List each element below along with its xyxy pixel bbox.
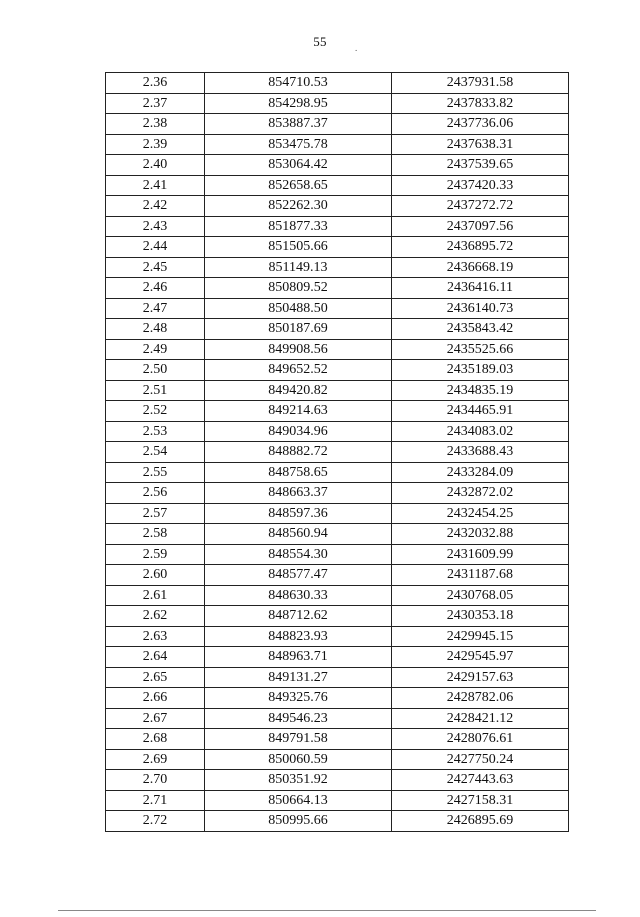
x-coordinate-cell: 850187.69 — [205, 319, 392, 340]
point-id-cell: 2.67 — [106, 708, 205, 729]
table-row — [106, 565, 569, 586]
y-coordinate-cell: 2431609.99 — [392, 544, 569, 565]
y-coordinate-cell: 2435843.42 — [392, 319, 569, 340]
y-coordinate-cell: 2427158.31 — [392, 790, 569, 811]
table-row — [106, 237, 569, 258]
x-coordinate-cell: 850351.92 — [205, 770, 392, 791]
table-row — [106, 134, 569, 155]
point-id-cell: 2.62 — [106, 606, 205, 627]
y-coordinate-cell: 2435189.03 — [392, 360, 569, 381]
point-id-cell: 2.61 — [106, 585, 205, 606]
table-row — [106, 278, 569, 299]
y-coordinate-cell: 2426895.69 — [392, 811, 569, 832]
table-row — [106, 319, 569, 340]
table-row — [106, 667, 569, 688]
x-coordinate-cell: 850995.66 — [205, 811, 392, 832]
table-row — [106, 298, 569, 319]
y-coordinate-cell: 2433284.09 — [392, 462, 569, 483]
table-row — [106, 257, 569, 278]
x-coordinate-cell: 850488.50 — [205, 298, 392, 319]
y-coordinate-cell: 2429545.97 — [392, 647, 569, 668]
point-id-cell: 2.64 — [106, 647, 205, 668]
x-coordinate-cell: 848597.36 — [205, 503, 392, 524]
table-row — [106, 606, 569, 627]
point-id-cell: 2.51 — [106, 380, 205, 401]
table-row — [106, 155, 569, 176]
x-coordinate-cell: 854298.95 — [205, 93, 392, 114]
y-coordinate-cell: 2430353.18 — [392, 606, 569, 627]
y-coordinate-cell: 2432872.02 — [392, 483, 569, 504]
x-coordinate-cell: 851877.33 — [205, 216, 392, 237]
point-id-cell: 2.39 — [106, 134, 205, 155]
table-row — [106, 175, 569, 196]
x-coordinate-cell: 848882.72 — [205, 442, 392, 463]
table-row — [106, 380, 569, 401]
x-coordinate-cell: 849034.96 — [205, 421, 392, 442]
point-id-cell: 2.49 — [106, 339, 205, 360]
point-id-cell: 2.56 — [106, 483, 205, 504]
table-row — [106, 462, 569, 483]
x-coordinate-cell: 849908.56 — [205, 339, 392, 360]
y-coordinate-cell: 2436416.11 — [392, 278, 569, 299]
x-coordinate-cell: 849131.27 — [205, 667, 392, 688]
point-id-cell: 2.42 — [106, 196, 205, 217]
x-coordinate-cell: 852658.65 — [205, 175, 392, 196]
table-row — [106, 770, 569, 791]
y-coordinate-cell: 2434083.02 — [392, 421, 569, 442]
x-coordinate-cell: 853064.42 — [205, 155, 392, 176]
table-row — [106, 216, 569, 237]
point-id-cell: 2.57 — [106, 503, 205, 524]
y-coordinate-cell: 2434465.91 — [392, 401, 569, 422]
x-coordinate-cell: 853887.37 — [205, 114, 392, 135]
point-id-cell: 2.60 — [106, 565, 205, 586]
table-row — [106, 708, 569, 729]
table-row — [106, 790, 569, 811]
y-coordinate-cell: 2427443.63 — [392, 770, 569, 791]
point-id-cell: 2.36 — [106, 73, 205, 94]
x-coordinate-cell: 852262.30 — [205, 196, 392, 217]
point-id-cell: 2.40 — [106, 155, 205, 176]
x-coordinate-cell: 848577.47 — [205, 565, 392, 586]
y-coordinate-cell: 2437420.33 — [392, 175, 569, 196]
point-id-cell: 2.47 — [106, 298, 205, 319]
point-id-cell: 2.44 — [106, 237, 205, 258]
y-coordinate-cell: 2431187.68 — [392, 565, 569, 586]
x-coordinate-cell: 853475.78 — [205, 134, 392, 155]
x-coordinate-cell: 848712.62 — [205, 606, 392, 627]
y-coordinate-cell: 2436140.73 — [392, 298, 569, 319]
table-row — [106, 626, 569, 647]
table-row — [106, 93, 569, 114]
y-coordinate-cell: 2437097.56 — [392, 216, 569, 237]
x-coordinate-cell: 851149.13 — [205, 257, 392, 278]
x-coordinate-cell: 850060.59 — [205, 749, 392, 770]
y-coordinate-cell: 2429157.63 — [392, 667, 569, 688]
point-id-cell: 2.65 — [106, 667, 205, 688]
point-id-cell: 2.52 — [106, 401, 205, 422]
x-coordinate-cell: 849325.76 — [205, 688, 392, 709]
table-row — [106, 442, 569, 463]
table-row — [106, 360, 569, 381]
y-coordinate-cell: 2437931.58 — [392, 73, 569, 94]
y-coordinate-cell: 2432454.25 — [392, 503, 569, 524]
y-coordinate-cell: 2437736.06 — [392, 114, 569, 135]
point-id-cell: 2.69 — [106, 749, 205, 770]
x-coordinate-cell: 850664.13 — [205, 790, 392, 811]
point-id-cell: 2.55 — [106, 462, 205, 483]
point-id-cell: 2.46 — [106, 278, 205, 299]
point-id-cell: 2.41 — [106, 175, 205, 196]
x-coordinate-cell: 848823.93 — [205, 626, 392, 647]
table-row — [106, 401, 569, 422]
x-coordinate-cell: 848663.37 — [205, 483, 392, 504]
coordinate-table-body — [106, 73, 569, 832]
x-coordinate-cell: 848560.94 — [205, 524, 392, 545]
y-coordinate-cell: 2428782.06 — [392, 688, 569, 709]
point-id-cell: 2.59 — [106, 544, 205, 565]
point-id-cell: 2.71 — [106, 790, 205, 811]
table-row — [106, 483, 569, 504]
table-row — [106, 647, 569, 668]
table-row — [106, 749, 569, 770]
x-coordinate-cell: 848963.71 — [205, 647, 392, 668]
scan-speck: . — [355, 43, 358, 53]
x-coordinate-cell: 854710.53 — [205, 73, 392, 94]
table-row — [106, 729, 569, 750]
table-row — [106, 339, 569, 360]
y-coordinate-cell: 2433688.43 — [392, 442, 569, 463]
x-coordinate-cell: 851505.66 — [205, 237, 392, 258]
point-id-cell: 2.63 — [106, 626, 205, 647]
table-row — [106, 688, 569, 709]
table-row — [106, 196, 569, 217]
point-id-cell: 2.70 — [106, 770, 205, 791]
y-coordinate-cell: 2437833.82 — [392, 93, 569, 114]
y-coordinate-cell: 2432032.88 — [392, 524, 569, 545]
y-coordinate-cell: 2436668.19 — [392, 257, 569, 278]
point-id-cell: 2.54 — [106, 442, 205, 463]
point-id-cell: 2.53 — [106, 421, 205, 442]
table-row — [106, 544, 569, 565]
point-id-cell: 2.43 — [106, 216, 205, 237]
table-row — [106, 524, 569, 545]
y-coordinate-cell: 2437272.72 — [392, 196, 569, 217]
x-coordinate-cell: 848758.65 — [205, 462, 392, 483]
x-coordinate-cell: 848630.33 — [205, 585, 392, 606]
page-number: 55 — [313, 34, 327, 49]
point-id-cell: 2.58 — [106, 524, 205, 545]
y-coordinate-cell: 2435525.66 — [392, 339, 569, 360]
table-row — [106, 585, 569, 606]
y-coordinate-cell: 2434835.19 — [392, 380, 569, 401]
y-coordinate-cell: 2428421.12 — [392, 708, 569, 729]
point-id-cell: 2.72 — [106, 811, 205, 832]
bottom-rule — [58, 910, 596, 911]
coordinate-table — [105, 72, 569, 832]
point-id-cell: 2.37 — [106, 93, 205, 114]
y-coordinate-cell: 2430768.05 — [392, 585, 569, 606]
x-coordinate-cell: 849214.63 — [205, 401, 392, 422]
y-coordinate-cell: 2437539.65 — [392, 155, 569, 176]
point-id-cell: 2.50 — [106, 360, 205, 381]
y-coordinate-cell: 2428076.61 — [392, 729, 569, 750]
x-coordinate-cell: 849791.58 — [205, 729, 392, 750]
x-coordinate-cell: 849420.82 — [205, 380, 392, 401]
x-coordinate-cell: 849546.23 — [205, 708, 392, 729]
point-id-cell: 2.38 — [106, 114, 205, 135]
point-id-cell: 2.48 — [106, 319, 205, 340]
table-row — [106, 503, 569, 524]
table-row — [106, 73, 569, 94]
point-id-cell: 2.45 — [106, 257, 205, 278]
point-id-cell: 2.68 — [106, 729, 205, 750]
y-coordinate-cell: 2437638.31 — [392, 134, 569, 155]
y-coordinate-cell: 2427750.24 — [392, 749, 569, 770]
y-coordinate-cell: 2429945.15 — [392, 626, 569, 647]
table-row — [106, 421, 569, 442]
y-coordinate-cell: 2436895.72 — [392, 237, 569, 258]
table-row — [106, 811, 569, 832]
x-coordinate-cell: 850809.52 — [205, 278, 392, 299]
x-coordinate-cell: 848554.30 — [205, 544, 392, 565]
table-row — [106, 114, 569, 135]
x-coordinate-cell: 849652.52 — [205, 360, 392, 381]
point-id-cell: 2.66 — [106, 688, 205, 709]
